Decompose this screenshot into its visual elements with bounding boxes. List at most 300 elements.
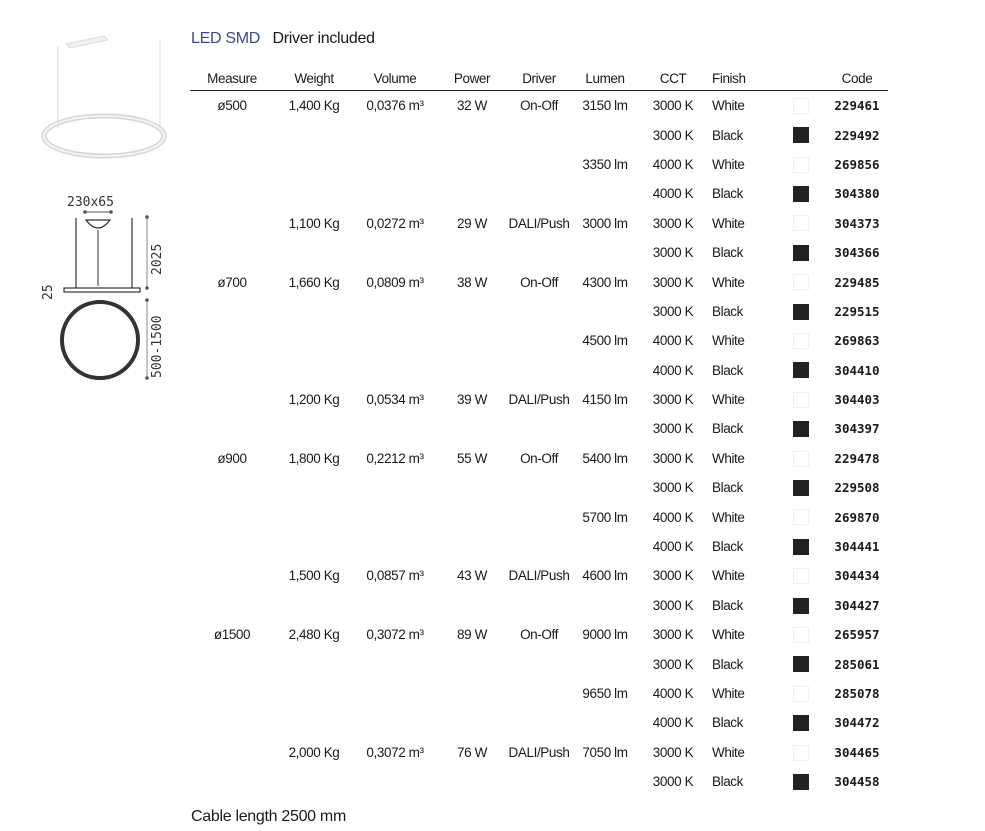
cell-driver	[508, 238, 570, 267]
cell-measure	[190, 738, 274, 767]
cell-cct: 4000 K	[652, 186, 694, 202]
cell-measure	[190, 649, 274, 678]
cell-volume	[354, 150, 436, 179]
cell-weight: 1,100 Kg	[288, 215, 340, 231]
cell-code: 304434	[834, 568, 880, 584]
cell-measure	[190, 679, 274, 708]
cell-cct: 3000 K	[652, 215, 694, 231]
cell-measure	[190, 150, 274, 179]
cell-finish: White	[712, 215, 745, 231]
cell-cct: 4000 K	[652, 333, 694, 349]
cell-lumen	[570, 767, 640, 796]
table-row	[190, 179, 888, 208]
table-row	[190, 91, 888, 121]
cell-weight	[274, 120, 354, 149]
cell-finish-swatch	[776, 414, 826, 443]
table-row	[190, 502, 888, 531]
white-finish-swatch	[793, 98, 809, 114]
cell-driver	[508, 532, 570, 561]
cell-cct: 3000 K	[652, 744, 694, 760]
cell-cct: 4000 K	[652, 362, 694, 378]
cell-finish: White	[712, 98, 745, 114]
black-finish-swatch	[793, 304, 809, 320]
cell-volume	[354, 767, 436, 796]
cell-volume: 0,0857 m³	[366, 568, 424, 584]
cell-finish-swatch	[776, 238, 826, 267]
cell-finish: Black	[712, 774, 744, 790]
cell-power	[436, 649, 508, 678]
cell-weight	[274, 356, 354, 385]
cell-measure	[190, 532, 274, 561]
cell-code: 229508	[834, 480, 880, 496]
cell-lumen	[570, 591, 640, 620]
driver-note: Driver included	[272, 30, 375, 47]
header-driver: Driver	[508, 66, 570, 91]
black-finish-swatch	[793, 186, 809, 202]
cell-code: 304441	[834, 539, 880, 555]
cell-weight	[274, 297, 354, 326]
cell-weight	[274, 179, 354, 208]
white-finish-swatch	[793, 568, 809, 584]
cell-cct: 3000 K	[652, 597, 694, 613]
cell-finish: Black	[712, 421, 744, 437]
cell-weight: 1,500 Kg	[288, 568, 340, 584]
cell-finish: White	[712, 333, 745, 349]
table-row	[190, 444, 888, 473]
cell-driver: DALI/Push	[508, 568, 570, 584]
white-finish-swatch	[793, 157, 809, 173]
cell-lumen	[570, 297, 640, 326]
table-row	[190, 414, 888, 443]
cell-power	[436, 591, 508, 620]
table-row	[190, 767, 888, 796]
white-finish-swatch	[793, 392, 809, 408]
black-finish-swatch	[793, 598, 809, 614]
cell-driver: On-Off	[520, 274, 558, 290]
table-row	[190, 649, 888, 678]
cell-volume: 0,0376 m³	[366, 98, 424, 114]
table-row	[190, 356, 888, 385]
cell-finish-swatch	[776, 91, 826, 121]
table-row	[190, 267, 888, 296]
cell-power	[436, 502, 508, 531]
cell-code: 229461	[834, 98, 880, 114]
cell-code: 229492	[834, 127, 880, 143]
cell-volume	[354, 708, 436, 737]
cell-finish-swatch	[776, 502, 826, 531]
cell-finish-swatch	[776, 561, 826, 590]
black-finish-swatch	[793, 539, 809, 555]
cell-power	[436, 473, 508, 502]
cell-driver: On-Off	[520, 627, 558, 643]
cell-finish: Black	[712, 303, 744, 319]
product-drawing	[0, 0, 190, 831]
cell-measure	[190, 356, 274, 385]
cell-weight	[274, 326, 354, 355]
cell-code: 229485	[834, 274, 880, 290]
cell-lumen	[570, 649, 640, 678]
cell-volume	[354, 414, 436, 443]
cell-finish: White	[712, 744, 745, 760]
cell-measure	[190, 297, 274, 326]
cell-weight	[274, 679, 354, 708]
table-row	[190, 473, 888, 502]
cell-lumen: 7050 lm	[582, 744, 628, 760]
cell-power: 76 W	[457, 744, 487, 760]
table-row	[190, 238, 888, 267]
cell-finish: Black	[712, 539, 744, 555]
cell-volume	[354, 238, 436, 267]
cell-finish: Black	[712, 127, 744, 143]
cell-finish: Black	[712, 715, 744, 731]
cell-measure	[190, 502, 274, 531]
cell-code: 304427	[834, 597, 880, 613]
black-finish-swatch	[793, 656, 809, 672]
cell-cct: 3000 K	[652, 421, 694, 437]
cell-driver	[508, 767, 570, 796]
cell-volume	[354, 473, 436, 502]
cell-weight	[274, 767, 354, 796]
cell-weight: 1,200 Kg	[288, 392, 340, 408]
cell-code: 304410	[834, 362, 880, 378]
table-row	[190, 297, 888, 326]
cell-measure: ø500	[217, 98, 247, 114]
cell-driver: On-Off	[520, 450, 558, 466]
cell-code: 269856	[834, 156, 880, 172]
cell-volume	[354, 502, 436, 531]
cell-power: 38 W	[457, 274, 487, 290]
cell-measure	[190, 473, 274, 502]
cell-finish-swatch	[776, 385, 826, 414]
header-weight: Weight	[274, 66, 354, 91]
cell-weight: 2,000 Kg	[288, 744, 340, 760]
table-row	[190, 209, 888, 238]
cell-volume: 0,0809 m³	[366, 274, 424, 290]
cell-cct: 3000 K	[652, 127, 694, 143]
cell-volume	[354, 179, 436, 208]
technical-drawing	[41, 195, 165, 380]
cell-lumen: 9650 lm	[582, 686, 628, 701]
cell-code: 229515	[834, 303, 880, 319]
cell-driver: DALI/Push	[508, 392, 570, 408]
cell-cct: 3000 K	[652, 245, 694, 261]
cell-weight	[274, 502, 354, 531]
cell-finish-swatch	[776, 267, 826, 296]
header-code: Code	[826, 66, 888, 91]
led-type: LED SMD	[191, 30, 261, 47]
cell-power	[436, 356, 508, 385]
cell-finish: White	[712, 509, 745, 525]
cell-measure: ø900	[217, 450, 247, 466]
cell-lumen: 5700 lm	[582, 509, 628, 525]
cell-code: 285078	[834, 686, 880, 701]
cell-weight: 1,400 Kg	[288, 98, 340, 114]
cell-power	[436, 679, 508, 708]
dim-bracket-label: 230x65	[67, 195, 114, 210]
cell-measure: ø700	[217, 274, 247, 290]
cell-finish-swatch	[776, 150, 826, 179]
header-lumen: Lumen	[570, 66, 640, 91]
cell-power	[436, 238, 508, 267]
cell-weight	[274, 414, 354, 443]
cell-finish-swatch	[776, 120, 826, 149]
white-finish-swatch	[793, 745, 809, 761]
cell-cct: 3000 K	[652, 274, 694, 290]
white-finish-swatch	[793, 274, 809, 290]
cell-finish-swatch	[776, 679, 826, 708]
cell-finish-swatch	[776, 620, 826, 649]
cell-measure	[190, 385, 274, 414]
cell-cct: 4000 K	[652, 715, 694, 731]
cell-volume	[354, 120, 436, 149]
cell-lumen	[570, 179, 640, 208]
cell-weight	[274, 473, 354, 502]
cell-lumen: 4600 lm	[582, 568, 628, 584]
cell-driver: DALI/Push	[508, 744, 570, 760]
cell-weight	[274, 238, 354, 267]
cell-cct: 4000 K	[652, 509, 694, 525]
black-finish-swatch	[793, 774, 809, 790]
table-row	[190, 150, 888, 179]
cell-finish-swatch	[776, 532, 826, 561]
cell-driver	[508, 297, 570, 326]
white-finish-swatch	[793, 333, 809, 349]
cell-power: 32 W	[457, 98, 487, 114]
black-finish-swatch	[793, 362, 809, 378]
black-finish-swatch	[793, 245, 809, 261]
header-measure: Measure	[190, 66, 274, 91]
table-row	[190, 385, 888, 414]
cell-cct: 3000 K	[652, 568, 694, 584]
cell-finish: White	[712, 450, 745, 466]
cell-driver: On-Off	[520, 98, 558, 114]
cell-finish-swatch	[776, 738, 826, 767]
spec-table	[190, 66, 888, 796]
cell-volume	[354, 591, 436, 620]
cell-finish: Black	[712, 656, 744, 672]
cell-code: 304465	[834, 744, 880, 760]
white-finish-swatch	[793, 509, 809, 525]
cell-lumen	[570, 238, 640, 267]
cell-power: 43 W	[457, 568, 487, 584]
cell-measure	[190, 179, 274, 208]
cell-lumen	[570, 120, 640, 149]
cell-cct: 3000 K	[652, 303, 694, 319]
cell-power: 29 W	[457, 215, 487, 231]
table-row	[190, 679, 888, 708]
cell-lumen: 3150 lm	[582, 98, 628, 114]
cell-lumen: 4500 lm	[582, 333, 628, 349]
cell-measure	[190, 120, 274, 149]
cell-lumen	[570, 356, 640, 385]
table-row	[190, 120, 888, 149]
cell-power: 55 W	[457, 450, 487, 466]
cell-finish-swatch	[776, 649, 826, 678]
cell-code: 304458	[834, 774, 880, 790]
cell-finish-swatch	[776, 356, 826, 385]
cell-code: 304472	[834, 715, 880, 731]
cell-driver	[508, 473, 570, 502]
cell-measure	[190, 238, 274, 267]
cell-power	[436, 297, 508, 326]
cell-power: 39 W	[457, 392, 487, 408]
cell-finish: White	[712, 156, 745, 172]
header-swatch	[776, 66, 826, 91]
cell-finish-swatch	[776, 444, 826, 473]
cell-volume: 0,3072 m³	[366, 627, 424, 643]
cell-volume	[354, 356, 436, 385]
cell-driver	[508, 414, 570, 443]
dim-thickness-label: 25	[41, 284, 56, 300]
cell-power	[436, 179, 508, 208]
cell-cct: 4000 K	[652, 156, 694, 172]
cell-weight	[274, 591, 354, 620]
table-row	[190, 591, 888, 620]
cell-driver	[508, 649, 570, 678]
cell-power	[436, 767, 508, 796]
white-finish-swatch	[793, 627, 809, 643]
cell-cct: 3000 K	[652, 627, 694, 643]
table-row	[190, 561, 888, 590]
cell-volume	[354, 326, 436, 355]
cell-driver	[508, 356, 570, 385]
cell-power: 89 W	[457, 627, 487, 643]
cell-driver	[508, 120, 570, 149]
cell-finish-swatch	[776, 326, 826, 355]
cell-measure	[190, 561, 274, 590]
dim-height-label: 2025	[150, 243, 165, 275]
cell-weight	[274, 649, 354, 678]
cell-cct: 4000 K	[652, 686, 694, 701]
cell-measure	[190, 326, 274, 355]
white-finish-swatch	[793, 451, 809, 467]
cell-finish: Black	[712, 480, 744, 496]
cell-weight	[274, 708, 354, 737]
cell-volume	[354, 297, 436, 326]
cell-lumen	[570, 473, 640, 502]
black-finish-swatch	[793, 715, 809, 731]
cell-measure	[190, 708, 274, 737]
cell-lumen	[570, 532, 640, 561]
white-finish-swatch	[793, 215, 809, 231]
cell-finish: White	[712, 568, 745, 584]
cell-cct: 3000 K	[652, 774, 694, 790]
cell-lumen: 9000 lm	[582, 627, 628, 643]
cell-power	[436, 150, 508, 179]
black-finish-swatch	[793, 127, 809, 143]
cell-lumen: 3000 lm	[582, 215, 628, 231]
cell-driver	[508, 708, 570, 737]
dim-diameter-label: 500-1500	[150, 315, 165, 378]
product-photo	[44, 36, 164, 156]
cell-code: 304380	[834, 186, 880, 202]
cell-measure	[190, 414, 274, 443]
table-row	[190, 708, 888, 737]
cable-length-note: Cable length 2500 mm	[191, 808, 346, 825]
cell-power	[436, 708, 508, 737]
table-row	[190, 738, 888, 767]
white-finish-swatch	[793, 686, 809, 702]
cell-cct: 3000 K	[652, 480, 694, 496]
cell-code: 304403	[834, 392, 880, 408]
table-row	[190, 532, 888, 561]
cell-code: 304373	[834, 215, 880, 231]
cell-lumen	[570, 708, 640, 737]
cell-code: 304366	[834, 245, 880, 261]
cell-measure: ø1500	[213, 627, 251, 643]
cell-volume: 0,0272 m³	[366, 215, 424, 231]
cell-finish-swatch	[776, 767, 826, 796]
cell-weight: 2,480 Kg	[288, 627, 340, 643]
cell-measure	[190, 209, 274, 238]
cell-volume	[354, 532, 436, 561]
cell-finish: Black	[712, 597, 744, 613]
cell-code: 269870	[834, 509, 880, 525]
cell-volume: 0,0534 m³	[366, 392, 424, 408]
cell-finish: White	[712, 274, 745, 290]
cell-driver: DALI/Push	[508, 215, 570, 231]
cell-volume	[354, 649, 436, 678]
cell-driver	[508, 150, 570, 179]
header-volume: Volume	[354, 66, 436, 91]
cell-code: 265957	[834, 627, 880, 643]
black-finish-swatch	[793, 480, 809, 496]
cell-lumen: 5400 lm	[582, 450, 628, 466]
cell-finish-swatch	[776, 179, 826, 208]
cell-measure	[190, 591, 274, 620]
table-body	[190, 91, 888, 797]
cell-driver	[508, 502, 570, 531]
cell-weight	[274, 150, 354, 179]
cell-cct: 3000 K	[652, 656, 694, 672]
cell-finish-swatch	[776, 591, 826, 620]
cell-driver	[508, 679, 570, 708]
cell-finish: Black	[712, 245, 744, 261]
cell-driver	[508, 179, 570, 208]
cell-cct: 3000 K	[652, 98, 694, 114]
cell-power	[436, 414, 508, 443]
cell-code: 229478	[834, 450, 880, 466]
cell-lumen: 4300 lm	[582, 274, 628, 290]
cell-weight: 1,660 Kg	[288, 274, 340, 290]
cell-measure	[190, 767, 274, 796]
header-cct: CCT	[640, 66, 706, 91]
cell-finish-swatch	[776, 209, 826, 238]
cell-driver	[508, 326, 570, 355]
product-header	[191, 30, 375, 48]
cell-power	[436, 532, 508, 561]
cell-cct: 4000 K	[652, 539, 694, 555]
cell-power	[436, 326, 508, 355]
cell-finish: Black	[712, 186, 744, 202]
header-power: Power	[436, 66, 508, 91]
black-finish-swatch	[793, 421, 809, 437]
cell-volume: 0,3072 m³	[366, 744, 424, 760]
cell-code: 269863	[834, 333, 880, 349]
cell-finish-swatch	[776, 297, 826, 326]
cell-lumen: 4150 lm	[582, 392, 628, 408]
cell-finish: White	[712, 627, 745, 643]
cell-volume	[354, 679, 436, 708]
cell-finish: White	[712, 686, 745, 701]
cell-weight: 1,800 Kg	[288, 450, 340, 466]
cell-finish-swatch	[776, 473, 826, 502]
cell-code: 285061	[834, 656, 880, 672]
cell-finish: White	[712, 392, 745, 408]
cell-lumen: 3350 lm	[582, 156, 628, 172]
cell-cct: 3000 K	[652, 392, 694, 408]
cell-volume: 0,2212 m³	[366, 450, 424, 466]
